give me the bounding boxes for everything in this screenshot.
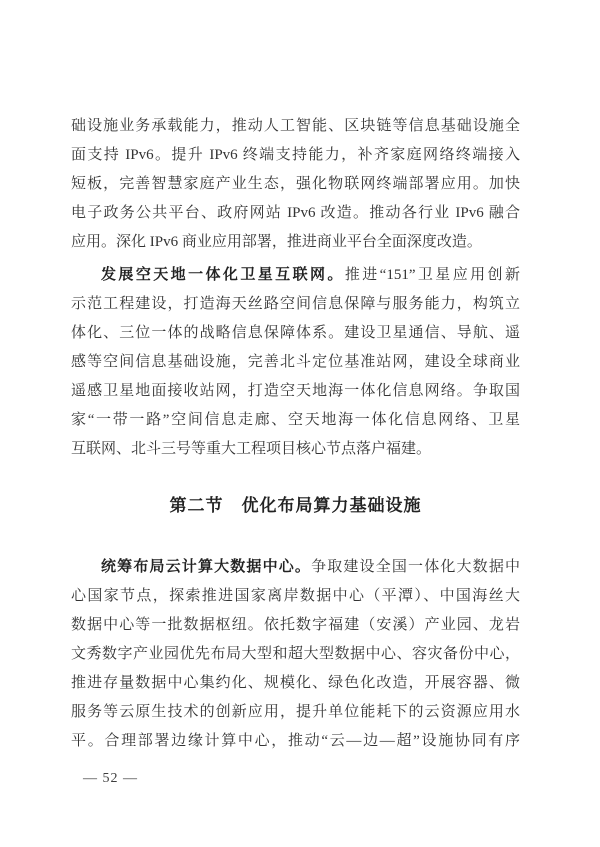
paragraph-line: 础设施业务承载能力，推动人工智能、区块链等信息基础设施全 (71, 118, 520, 134)
paragraph-line: 发展空天地一体化卫星互联网。推进“151”卫星应用创新 (101, 267, 520, 283)
paragraph-line: 感等空间信息基础设施，完善北斗定位基准站网，建设全球商业 (71, 354, 520, 370)
paragraph-line: 统筹布局云计算大数据中心。争取建设全国一体化大数据中 (101, 559, 520, 575)
paragraph-line: 遥感卫星地面接收站网，打造空天地海一体化信息网络。争取国 (71, 383, 520, 399)
body-paragraph (71, 553, 520, 756)
paragraph-line: 推进存量数据中心集约化、规模化、绿色化改造，开展容器、微 (71, 675, 520, 691)
document-body (71, 112, 520, 756)
body-paragraph (71, 112, 520, 257)
body-paragraph (71, 261, 520, 464)
page-number: — 52 — (83, 771, 138, 786)
paragraph-line: 互联网、北斗三号等重大工程项目核心节点落户福建。 (71, 441, 432, 457)
paragraph-line: 文秀数字产业园优先布局大型和超大型数据中心、容灾备份中心， (71, 646, 520, 662)
paragraph-line: 应用。深化 IPv6 商业应用部署，推进商业平台全面深度改造。 (71, 234, 482, 250)
paragraph-line: 面支持 IPv6。提升 IPv6 终端支持能力，补齐家庭网络终端接入 (71, 147, 520, 163)
paragraph-line: 平。合理部署边缘计算中心，推动“云—边—超”设施协同有序 (71, 733, 520, 749)
paragraph-line: 体化、三位一体的战略信息保障体系。建设卫星通信、导航、遥 (71, 325, 520, 341)
paragraph-line: 服务等云原生技术的创新应用，提升单位能耗下的云资源应用水 (71, 704, 520, 720)
paragraph-lead-bold: 统筹布局云计算大数据中心。 (101, 559, 312, 575)
paragraph-line: 家“一带一路”空间信息走廊、空天地海一体化信息网络、卫星 (71, 412, 520, 428)
paragraph-lead-bold: 发展空天地一体化卫星互联网。 (101, 267, 345, 283)
section-heading: 第二节 优化布局算力基础设施 (169, 496, 422, 515)
paragraph-line: 示范工程建设，打造海天丝路空间信息保障与服务能力，构筑立 (71, 296, 520, 312)
paragraph-line: 短板，完善智慧家庭产业生态，强化物联网终端部署应用。加快 (71, 176, 520, 192)
paragraph-line: 心国家节点，探索推进国家离岸数据中心（平潭）、中国海丝大 (71, 588, 520, 604)
paragraph-line: 数据中心等一批数据枢纽。依托数字福建（安溪）产业园、龙岩 (71, 617, 520, 633)
paragraph-line: 电子政务公共平台、政府网站 IPv6 改造。推动各行业 IPv6 融合 (71, 205, 520, 221)
